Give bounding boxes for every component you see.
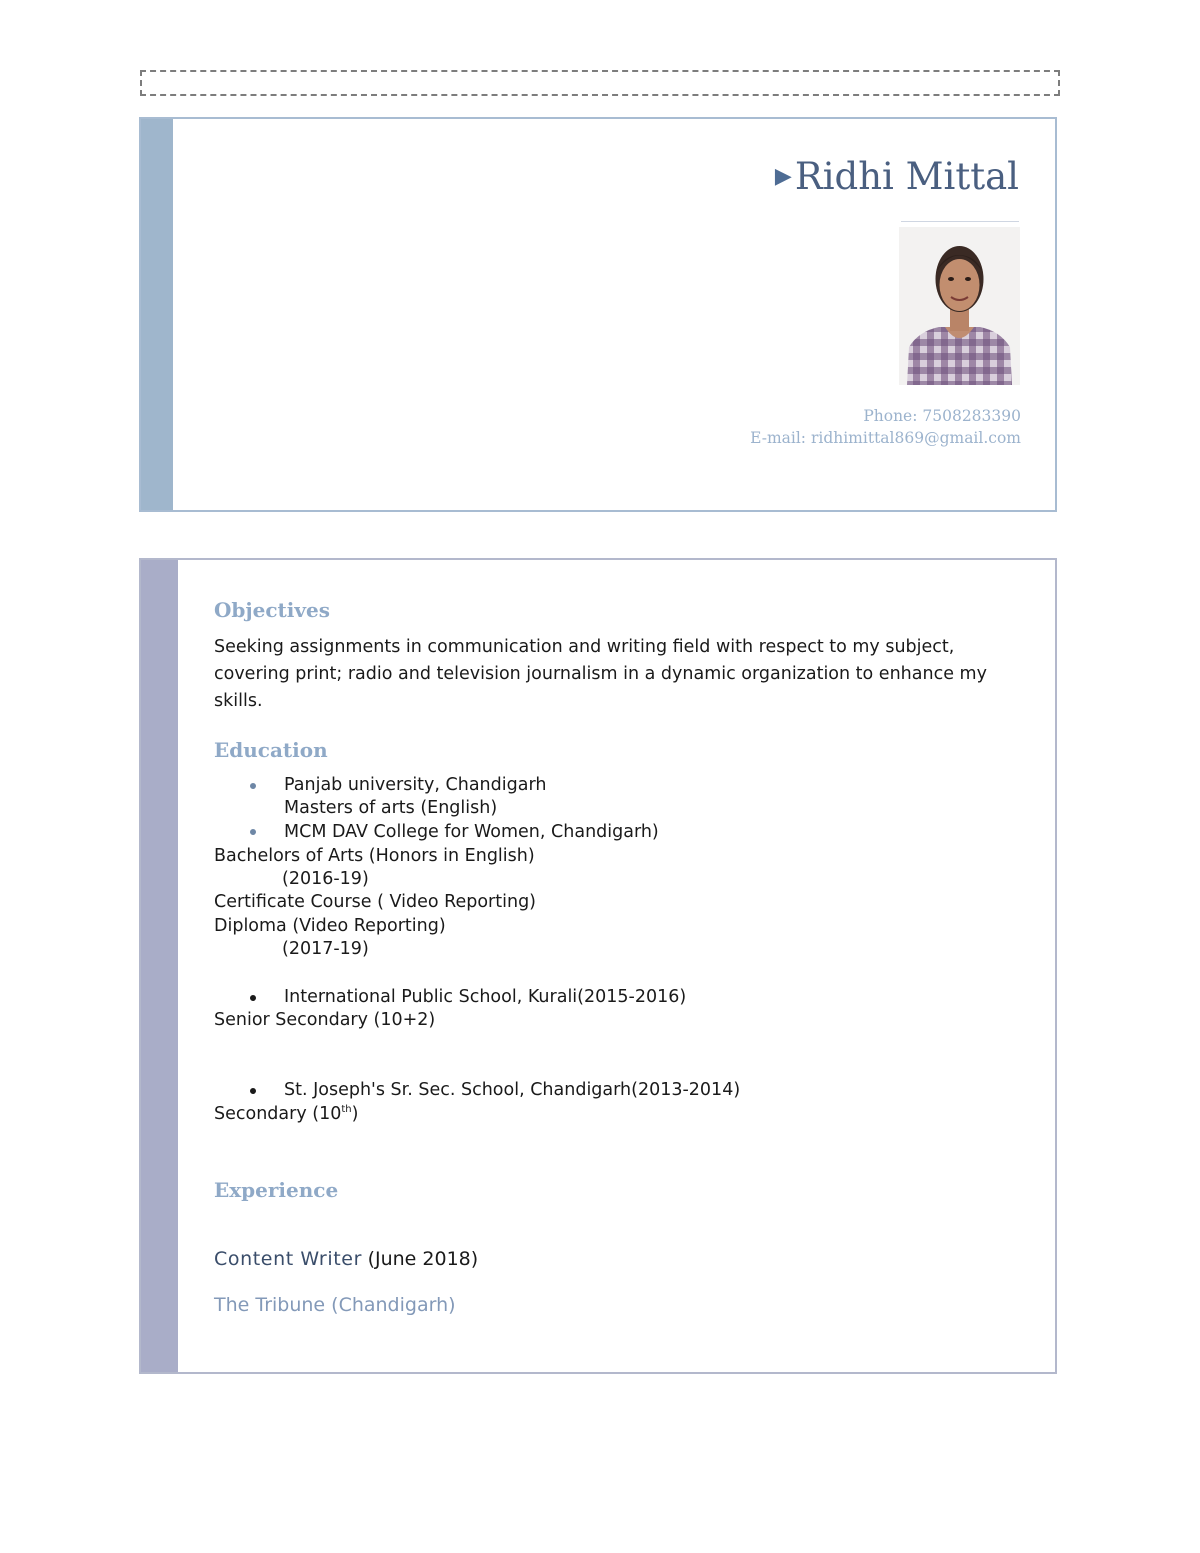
education-line: Panjab university, Chandigarh [284,775,547,795]
candidate-name-block [775,155,1019,198]
header-card [139,117,1057,512]
education-line: MCM DAV College for Women, Chandigarh) [284,822,659,842]
job-date: (June 2018) [367,1248,479,1270]
objectives-heading: Objectives [214,598,330,622]
content-accent-stripe [141,560,178,1372]
objectives-text: Seeking assignments in communication and writing field with respect to my subject, covering print; radio and television journalism in a dynamic organization to enhance my skills. [214,637,987,711]
email-text: E-mail: ridhimittal869@gmail.com [750,429,1021,447]
education-line: Masters of arts (English) [284,798,498,818]
name-divider [901,221,1019,222]
header-dashed-box [140,70,1060,96]
job-line [214,1248,478,1270]
education-line: St. Joseph's Sr. Sec. School, Chandigarh(2013-2014) [284,1080,741,1100]
bullet-icon [250,783,256,789]
job-title: Content Writer [214,1248,362,1270]
contact-info [750,405,1021,449]
education-line: Certificate Course ( Video Reporting) [214,892,537,912]
profile-photo [899,227,1020,385]
triangle-arrow-icon: ▶ [774,164,792,189]
header-accent-stripe [141,119,173,510]
bullet-icon [250,995,256,1001]
candidate-name: Ridhi Mittal [794,155,1019,198]
experience-heading: Experience [214,1178,339,1202]
bullet-icon [250,1088,256,1094]
education-heading: Education [214,738,328,762]
education-line: Senior Secondary (10+2) [214,1010,436,1030]
bullet-icon [250,829,256,835]
education-line [214,1104,358,1124]
content-card [139,558,1057,1374]
education-line: Bachelors of Arts (Honors in English) [214,846,535,866]
education-line: International Public School, Kurali(2015-2016) [284,987,687,1007]
phone-text: Phone: 7508283390 [863,407,1021,425]
education-line: Diploma (Video Reporting) [214,916,446,936]
superscript-th: th [341,1104,352,1116]
secondary-text: Secondary (10 [214,1104,342,1124]
employer-name: The Tribune (Chandigarh) [214,1294,456,1316]
education-line: (2017-19) [282,939,369,959]
closing-paren: ) [351,1104,359,1124]
education-line: (2016-19) [282,869,369,889]
